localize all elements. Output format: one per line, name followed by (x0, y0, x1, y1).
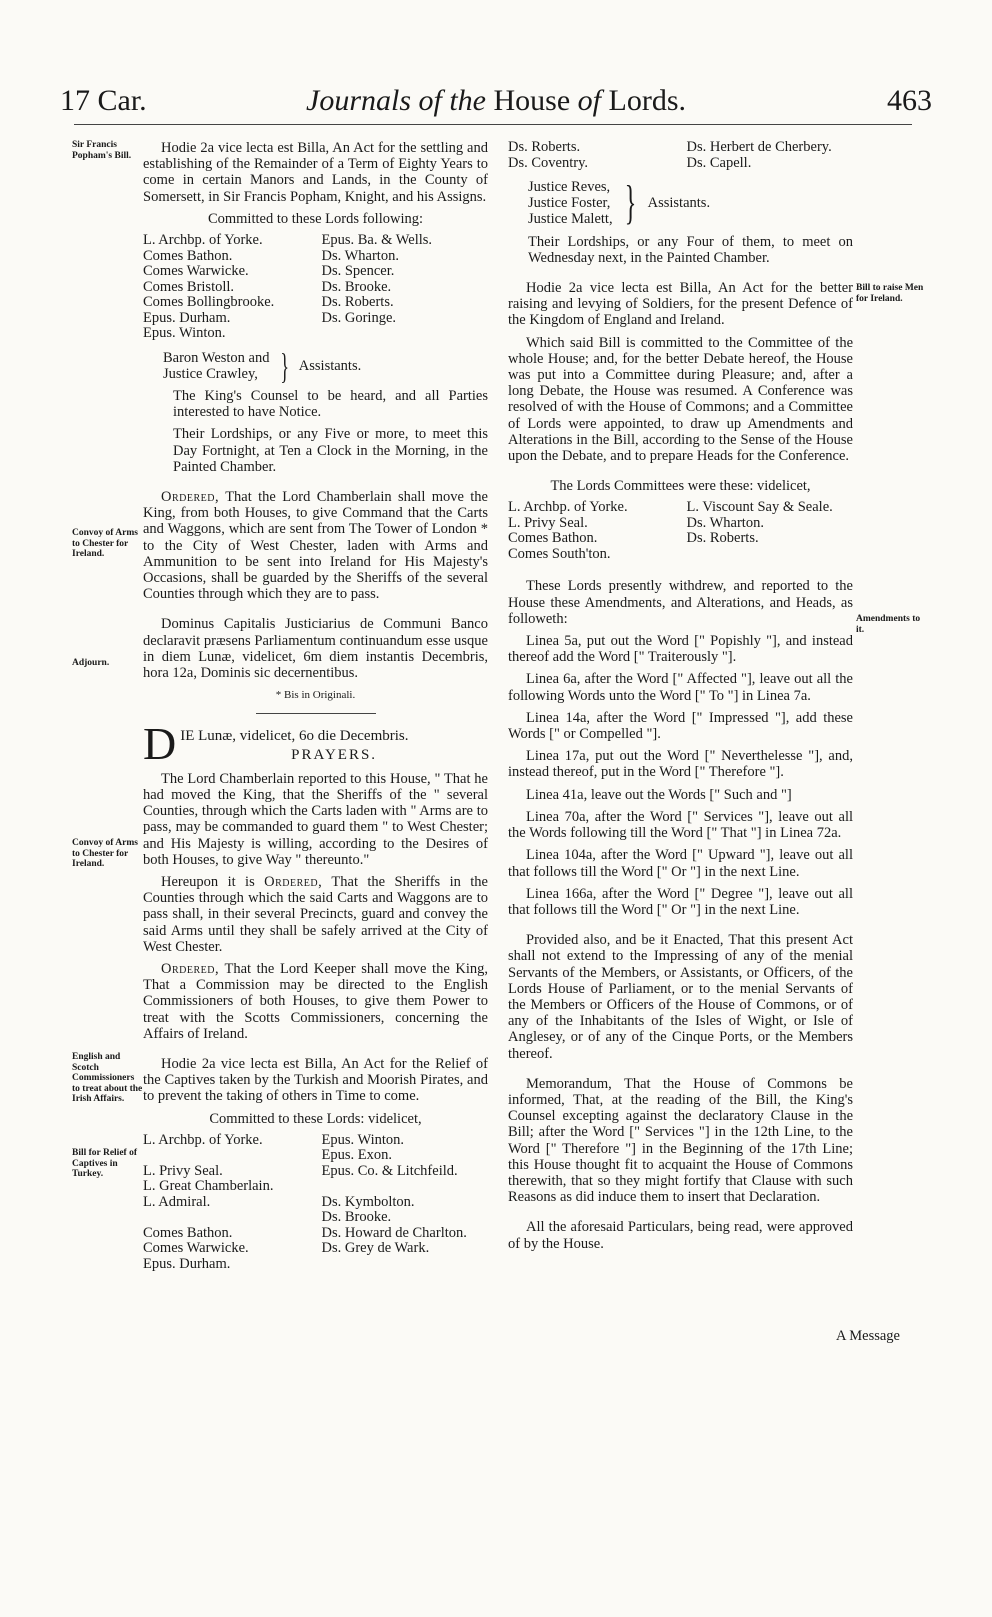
committee-member (143, 1210, 310, 1226)
committee-member: Ds. Coventry. (508, 154, 589, 171)
committee-member: Ds. Wharton. (686, 514, 764, 531)
committee-list (508, 500, 853, 562)
assistants-label: Assistants. (298, 357, 362, 374)
margin-note: Sir Francis Popham's Bill. (72, 140, 132, 161)
margin-note: Amendments to it. (856, 614, 921, 635)
paragraph: The Lords Committees were these: videlicet, (550, 478, 811, 495)
committee-member (322, 326, 489, 342)
committee-member: Epus. Durham. (143, 1255, 231, 1272)
committee-member: Ds. Goringe. (321, 309, 397, 326)
footnote: * Bis in Originali. (275, 689, 356, 702)
title-lords: Lords. (608, 84, 686, 117)
committee-member: L. Viscount Say & Seale. (686, 499, 833, 516)
committee-member: Epus. Winton. (143, 325, 226, 342)
paragraph: Their Lordships, or any Five or more, to meet this Day Fortnight, at Ten a Clock in the Morning, in the Painted Chamber. (173, 426, 488, 475)
committee-member (322, 1179, 489, 1195)
paragraph: Hodie 2a vice lecta est Billa, An Act for the Relief of the Captives taken by the Turkish and Moorish Pirates, and to prevent the taking of others in Time to come. (143, 1056, 488, 1105)
running-header (0, 84, 992, 128)
journal-title (0, 84, 992, 118)
amendment-line: Linea 17a, put out the Word [" Neverthelesse "], and, instead thereof, put in the Word [" Therefore "]. (508, 748, 853, 781)
committee-member: L. Great Chamberlain. (143, 1178, 274, 1195)
paragraph: Dominus Capitalis Justiciarius de Communi Banco declaravit præsens Parliamentum continuandum esse usque in diem Lunæ, videlicet, 6m diem instantis Decembris, hora 12a, Dominis sic decernentibus. (143, 616, 488, 681)
committee-list (508, 140, 853, 171)
committee-member: Ds. Brooke. (321, 1209, 392, 1226)
assistant-name: Justice Malett, (528, 211, 613, 228)
committee-member: Comes Bathon. (508, 530, 598, 547)
margin-note: English and Scotch Commissioners to treat about the Irish Affairs. (72, 1052, 143, 1104)
paragraph: The King's Counsel to be heard, and all Parties interested to have Notice. (173, 387, 488, 421)
committee-member: Epus. Co. & Litchfeild. (321, 1162, 458, 1179)
committee-member: Ds. Herbert de Cherbery. (686, 139, 832, 155)
ordered-label: Ordered, (161, 488, 220, 505)
assistant-name: Justice Foster, (528, 195, 611, 212)
left-column (143, 140, 488, 1280)
prayers-heading: PRAYERS. (291, 746, 378, 763)
assistants-block (528, 176, 853, 230)
amendment-line: Linea 104a, after the Word [" Upward "], leave out all that follows till the Word [" Or "] in the next Line. (508, 847, 853, 880)
margin-note: Adjourn. (72, 658, 110, 668)
title-house: House (493, 84, 571, 117)
paragraph: The Lord Chamberlain reported to this House, " That he had moved the King, that the Sheriffs of the " several Counties, through which the Carts laden with " Arms are to pass, may be commanded to guard them " to West Chester; and His Majesty is willing, according to the Desires of both Houses, to give Way " thereunto." (143, 770, 488, 868)
page-number: 463 (887, 84, 932, 117)
committee-member: Epus. Durham. (143, 309, 231, 326)
paragraph (143, 489, 488, 602)
assistants-label: Assistants. (647, 195, 711, 212)
margin-note: Bill to raise Men for Ireland. (856, 283, 924, 304)
committee-member: Ds. Howard de Charlton. (321, 1224, 467, 1241)
committee-member: Ds. Brooke. (321, 278, 392, 295)
title-journals: Journals (306, 84, 411, 117)
committee-member: Ds. Capell. (686, 154, 752, 171)
paragraph: All the aforesaid Particulars, being read, were approved of by the House. (508, 1219, 853, 1252)
committee-member: Comes South'ton. (508, 545, 611, 562)
right-column (508, 140, 853, 1258)
assistant-name: Justice Crawley, (163, 365, 258, 382)
paragraph-text: That the Sheriffs in the Counties through which the said Carts and Waggons are to pass shall, in their several Precincts, guard and convey the said Arms until they shall be safely arrived at the City of West Chester. (143, 874, 488, 955)
paragraph: Memorandum, That the House of Commons be informed, That, at the reading of the Bill, the King's Counsel excepting against the declaratory Clause in the Bill; after the Word [" Services "] in the 12th Line, to the Word [" Therefore "] in the Beginning of the 17th Line; this House thought fit to acquaint the House of Commons therewith, that so they might fortify that Clause with such Reasons as did induce them to insert that Declaration. (508, 1075, 853, 1206)
assistant-name: Justice Reves, (528, 179, 611, 195)
committee-member: Ds. Roberts. (508, 139, 581, 155)
committee-member: Ds. Spencer. (321, 263, 395, 280)
paragraph: Committed to these Lords following: (207, 210, 424, 227)
committee-member (322, 1257, 489, 1273)
paragraph: Committed to these Lords: videlicet, (209, 1110, 422, 1127)
amendment-line: Linea 14a, after the Word [" Impressed "], add these Words [" or Compelled "]. (508, 709, 853, 743)
section-divider (256, 713, 376, 714)
committee-list (143, 1133, 488, 1273)
amendment-line: Linea 5a, put out the Word [" Popishly "], and instead thereof add the Word [" Traiterously "]. (508, 633, 853, 666)
committee-member: Ds. Wharton. (321, 247, 399, 264)
committee-member: L. Privy Seal. (143, 1162, 223, 1179)
committee-member: Ds. Grey de Wark. (321, 1240, 430, 1257)
paragraph-text: That the Lord Keeper shall move the King, That a Commission may be directed to the English Commissioners of both Houses, to give them Power to treat with the Scotts Commissioners, concerning the Affairs of Ireland. (143, 961, 488, 1042)
committee-member: L. Privy Seal. (508, 514, 588, 531)
amendment-line: Linea 41a, leave out the Words [" Such and "] (526, 786, 792, 803)
day-heading (143, 724, 488, 770)
assistant-name: Baron Weston and (163, 349, 270, 366)
committee-member: Epus. Exon. (321, 1147, 392, 1164)
brace-glyph: } (624, 176, 636, 230)
paragraph (143, 874, 488, 955)
title-of: of (418, 84, 442, 117)
paragraph-text: Hereupon it is (161, 874, 255, 890)
committee-member: L. Archbp. of Yorke. (143, 1131, 263, 1148)
committee-member: Ds. Kymbolton. (321, 1193, 415, 1210)
committee-member: Epus. Ba. & Wells. (321, 232, 433, 249)
committee-member: Comes Warwicke. (143, 263, 249, 280)
committee-member: Ds. Roberts. (321, 294, 394, 311)
amendment-line: Linea 6a, after the Word [" Affected "], leave out all the following Words unto the Word [" To "] in Linea 7a. (508, 671, 853, 704)
committee-member: L. Archbp. of Yorke. (508, 499, 628, 516)
drop-cap: D (143, 724, 177, 770)
committee-member: Comes Bathon. (143, 247, 233, 264)
committee-list (143, 233, 488, 342)
margin-note: Bill for Relief of Captives in Turkey. (72, 1148, 137, 1179)
committee-member: Ds. Roberts. (686, 530, 759, 547)
paragraph: These Lords presently withdrew, and reported to the House these Amendments, and Alterations, and Heads, as followeth: (508, 578, 853, 627)
paragraph: Their Lordships, or any Four of them, to meet on Wednesday next, in the Painted Chamber. (528, 233, 853, 266)
committee-member: Comes Warwicke. (143, 1240, 249, 1257)
ordered-label: Ordered, (161, 961, 220, 978)
paragraph: Provided also, and be it Enacted, That this present Act shall not extend to the Impressing of any of the menial Servants of the Members, or Assistants, or Officers, of the Lords House of Parliament, or to the menial Servants of the Members or Officers of the House of Commons, or of any of the Inhabitants of the Isles of Wight, or Isle of Anglesey, or of any of the Cinque Ports, or the Members thereof. (508, 932, 853, 1062)
header-rule (74, 124, 912, 125)
paragraph-text: That the Lord Chamberlain shall move the King, from both Houses, to give Command that the Carts and Waggons, which are sent from The Tower of London * to the City of West Chester, laden with Arms and Ammunition to be sent into Ireland for His Majesty's Occasions, shall be guarded by the Sheriffs of the several Counties through which they are to pass. (143, 488, 488, 603)
paragraph: Hodie 2a vice lecta est Billa, An Act for the settling and establishing of the Remainder of a Term of Eighty Years to come in certain Manors and Lands, in the County of Somersett, in Sir Francis Popham, Knight, and his Assigns. (143, 140, 488, 205)
margin-note: Convoy of Arms to Chester for Ireland. (72, 838, 138, 869)
assistants-block (163, 345, 488, 386)
committee-member: Comes Bristoll. (143, 278, 235, 295)
committee-member: L. Admiral. (143, 1193, 211, 1210)
day-text: IE Lunæ, videlicet, 6o die Decembris. (180, 728, 409, 745)
amendment-line: Linea 166a, after the Word [" Degree "], leave out all that follows till the Word [" Or "] in the next Line. (508, 885, 853, 918)
amendment-line: Linea 70a, after the Word [" Services "], leave out all the Words following till the Word [" That "] in Linea 72a. (508, 808, 853, 842)
brace-glyph: } (279, 345, 289, 386)
catchword: A Message (835, 1328, 900, 1344)
committee-member: Comes Bathon. (143, 1224, 233, 1241)
title-the: the (449, 84, 486, 117)
ordered-label: Ordered, (264, 874, 323, 890)
committee-member (143, 1148, 310, 1164)
paragraph: Which said Bill is committed to the Committee of the whole House; and, for the better Debate hereof, the House was put into a Committee during Pleasure; and, after a long Debate, the House was resumed. A Conference was resolved of with the House of Commons; and a Committee of Lords were appointed, to draw up Amendments and Alterations in the Bill, according to the Sense of the House upon the Debate, and to prepare Heads for the Conference. (508, 334, 853, 465)
regnal-year: 17 Car. (60, 84, 147, 117)
title-of2: of (577, 84, 601, 117)
committee-member: L. Archbp. of Yorke. (143, 232, 263, 249)
committee-member: Epus. Winton. (321, 1131, 405, 1148)
paragraph (143, 961, 488, 1042)
committee-member: Comes Bollingbrooke. (143, 294, 275, 311)
paragraph: Hodie 2a vice lecta est Billa, An Act for the better raising and levying of Soldiers, for the present Defence of the Kingdom of England and Ireland. (508, 280, 853, 329)
committee-member (687, 547, 854, 563)
margin-note: Convoy of Arms to Chester for Ireland. (72, 528, 138, 559)
